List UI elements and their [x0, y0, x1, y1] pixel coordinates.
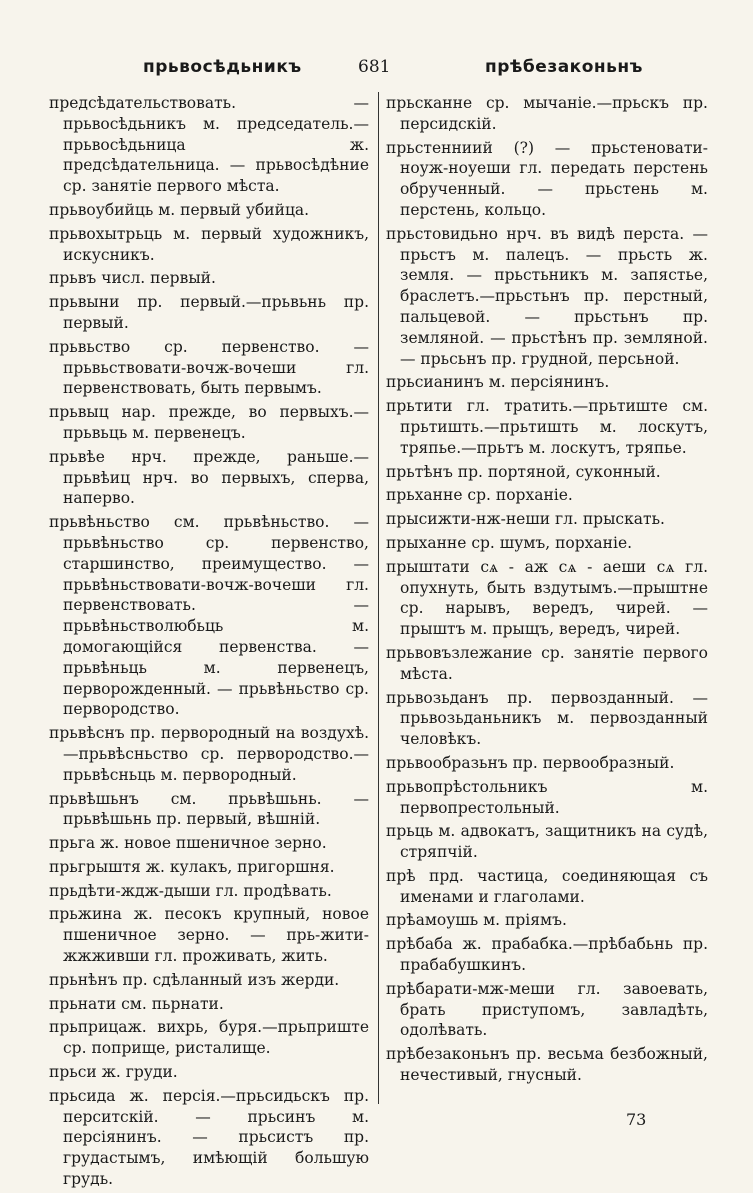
dictionary-entry: прыханне ср. шумъ, порханіе.	[386, 533, 633, 552]
right-column	[386, 93, 708, 1089]
dictionary-entry: прыштати сѧ - аж сѧ - аеши сѧ гл. опухнуть, быть вздутымъ.—прыштне ср. нарывъ, вередъ, чирей. — прыштъ м. прыщъ, вередъ, чирей.	[386, 557, 708, 639]
dictionary-entry: прьвѣньство см. прьвѣньство. — прьвѣньство ср. первенство, старшинство, преимущество. — прьвѣньствовати-вочж-вочеши гл. первенствовать. — прьвѣньстволюбьць м. домогающійся первенства. — прьвѣньць м. первенецъ, перворожденный. — прьвѣньство ср. первородство.	[49, 513, 369, 719]
running-head-right: прѣбезаконьнъ	[485, 57, 643, 77]
dictionary-entry: прьвѣшьнъ см. прьвѣшьнь. — прьвѣшьнь пр. первый, вѣшній.	[49, 789, 369, 829]
dictionary-entry: прьжина ж. песокъ крупный, новое пшеничное зерно. — прь-жити-жжживши гл. проживать, жить.	[49, 905, 369, 966]
dictionary-entry: прысижти-нж-неши гл. прыскать.	[386, 510, 665, 529]
dictionary-entry: прьць м. адвокатъ, защитникъ на судѣ, стряпчій.	[386, 822, 708, 862]
dictionary-entry: прьвообразьнъ пр. первообразный.	[386, 753, 675, 772]
dictionary-entry: прьханне ср. порханіе.	[386, 486, 573, 505]
dictionary-entry: прьси ж. груди.	[49, 1063, 178, 1082]
dictionary-entry: прьсида ж. персія.—прьсидьскъ пр. перситскій. — прьсинъ м. персіянинъ. — прьсистъ пр. грудастымъ, имѣющій большую грудь.	[49, 1086, 369, 1189]
dictionary-entry: прьвъ числ. первый.	[49, 269, 216, 288]
dictionary-entry: прьтити гл. тратить.—прьтиште см. прьтишть.—прьтишть м. лоскутъ, тряпье.—прьтъ м. лоскутъ, тряпье.	[386, 397, 708, 457]
dictionary-entry: прьвопрѣстольникъ м. первопрестольный.	[386, 777, 708, 817]
dictionary-entry: прѣбарати-мж-меши гл. завоевать, брать приступомъ, завладѣть, одолѣвать.	[386, 979, 708, 1040]
dictionary-entry: прьвыц нар. прежде, во первыхъ.— прьвьць м. первенецъ.	[49, 403, 369, 442]
dictionary-entry: прьвозьданъ пр. первозданный. — прьвозьданьникъ м. первозданный человѣкъ.	[386, 688, 708, 749]
signature-mark: 73	[626, 1110, 647, 1129]
dictionary-entry: прьвыни пр. первый.—прьвьнь пр. первый.	[49, 293, 369, 332]
page-number: 681	[358, 57, 391, 77]
dictionary-entry: прѣамоушь м. пріямъ.	[386, 911, 567, 930]
dictionary-entry: прьстенниий (?) — прьстеновати-ноуж-ноуеши гл. передать перстень обрученный. — прьстень м. перстень, кольцо.	[386, 138, 708, 219]
dictionary-entry: прьстовидьно нрч. въ видѣ перста. —прьстъ м. палецъ. — прьсть ж. земля. — прьстьникъ м. запястье, браслетъ.—прьстьнъ пр. перстный, пальцевой. — прьстьнъ пр. земляной. — прьстѣнъ пр. земляной. — прьсьнъ пр. грудной, персьной.	[386, 224, 708, 368]
dictionary-entry: прѣбезаконьнъ пр. весьма безбожный, нечестивый, гнусный.	[386, 1045, 708, 1085]
dictionary-entry: прьвохытрьць м. первый художникъ, искусникъ.	[49, 224, 369, 264]
dictionary-entry: прѣбаба ж. прабабка.—прѣбабьнь пр. прабабушкинъ.	[386, 935, 708, 975]
dictionary-entry: предсѣдательствовать. — прьвосѣдьникъ м. председатель.—прьвосѣдьница ж. предсѣдательница. — прьвосѣдѣние ср. занятіе первого мѣста.	[49, 94, 369, 196]
dictionary-entry: прьнѣнъ пр. сдѣланный изъ жерди.	[49, 970, 340, 989]
dictionary-entry: прьвовъзлежание ср. занятіе первого мѣста.	[386, 643, 708, 683]
running-head-left: прьвосѣдьникъ	[143, 57, 302, 77]
dictionary-entry: прьгрыштя ж. кулакъ, пригоршня.	[49, 857, 335, 876]
dictionary-entry: прьвьство ср. первенство. — прьвьствовати-вочж-вочеши гл. первенствовать, быть первымъ.	[49, 337, 369, 398]
dictionary-entry: прьга ж. новое пшеничное зерно.	[49, 834, 327, 853]
dictionary-entry: прьдѣти-ждж-дыши гл. продѣвать.	[49, 881, 332, 900]
dictionary-entry: прьвѣе нрч. прежде, раньше.—прьвѣиц нрч. во первыхъ, сперва, наперво.	[49, 447, 369, 508]
dictionary-entry: прѣ прд. частица, соединяющая съ именами и глаголами.	[386, 866, 708, 906]
dictionary-entry: прьприцаж. вихрь, буря.—прьприште ср. поприще, ристалище.	[49, 1018, 369, 1058]
dictionary-entry: прьсианинъ м. персіянинъ.	[386, 373, 610, 392]
dictionary-entry: прьсканне ср. мычаніе.—прьскъ пр. персидскій.	[386, 94, 708, 133]
dictionary-entry: прьнати см. пьрнати.	[49, 994, 224, 1013]
page-header	[0, 57, 753, 83]
dictionary-entry: прьвѣснъ пр. первородный на воздухѣ.—прьвѣсньство ср. первородство.—прьвѣсньць м. первородный.	[49, 724, 369, 784]
dictionary-entry: прьтѣнъ пр. портяной, суконный.	[386, 462, 661, 481]
column-divider	[378, 92, 379, 1104]
left-column	[49, 93, 369, 1193]
dictionary-entry: прьвоубийць м. первый убийца.	[49, 200, 310, 219]
